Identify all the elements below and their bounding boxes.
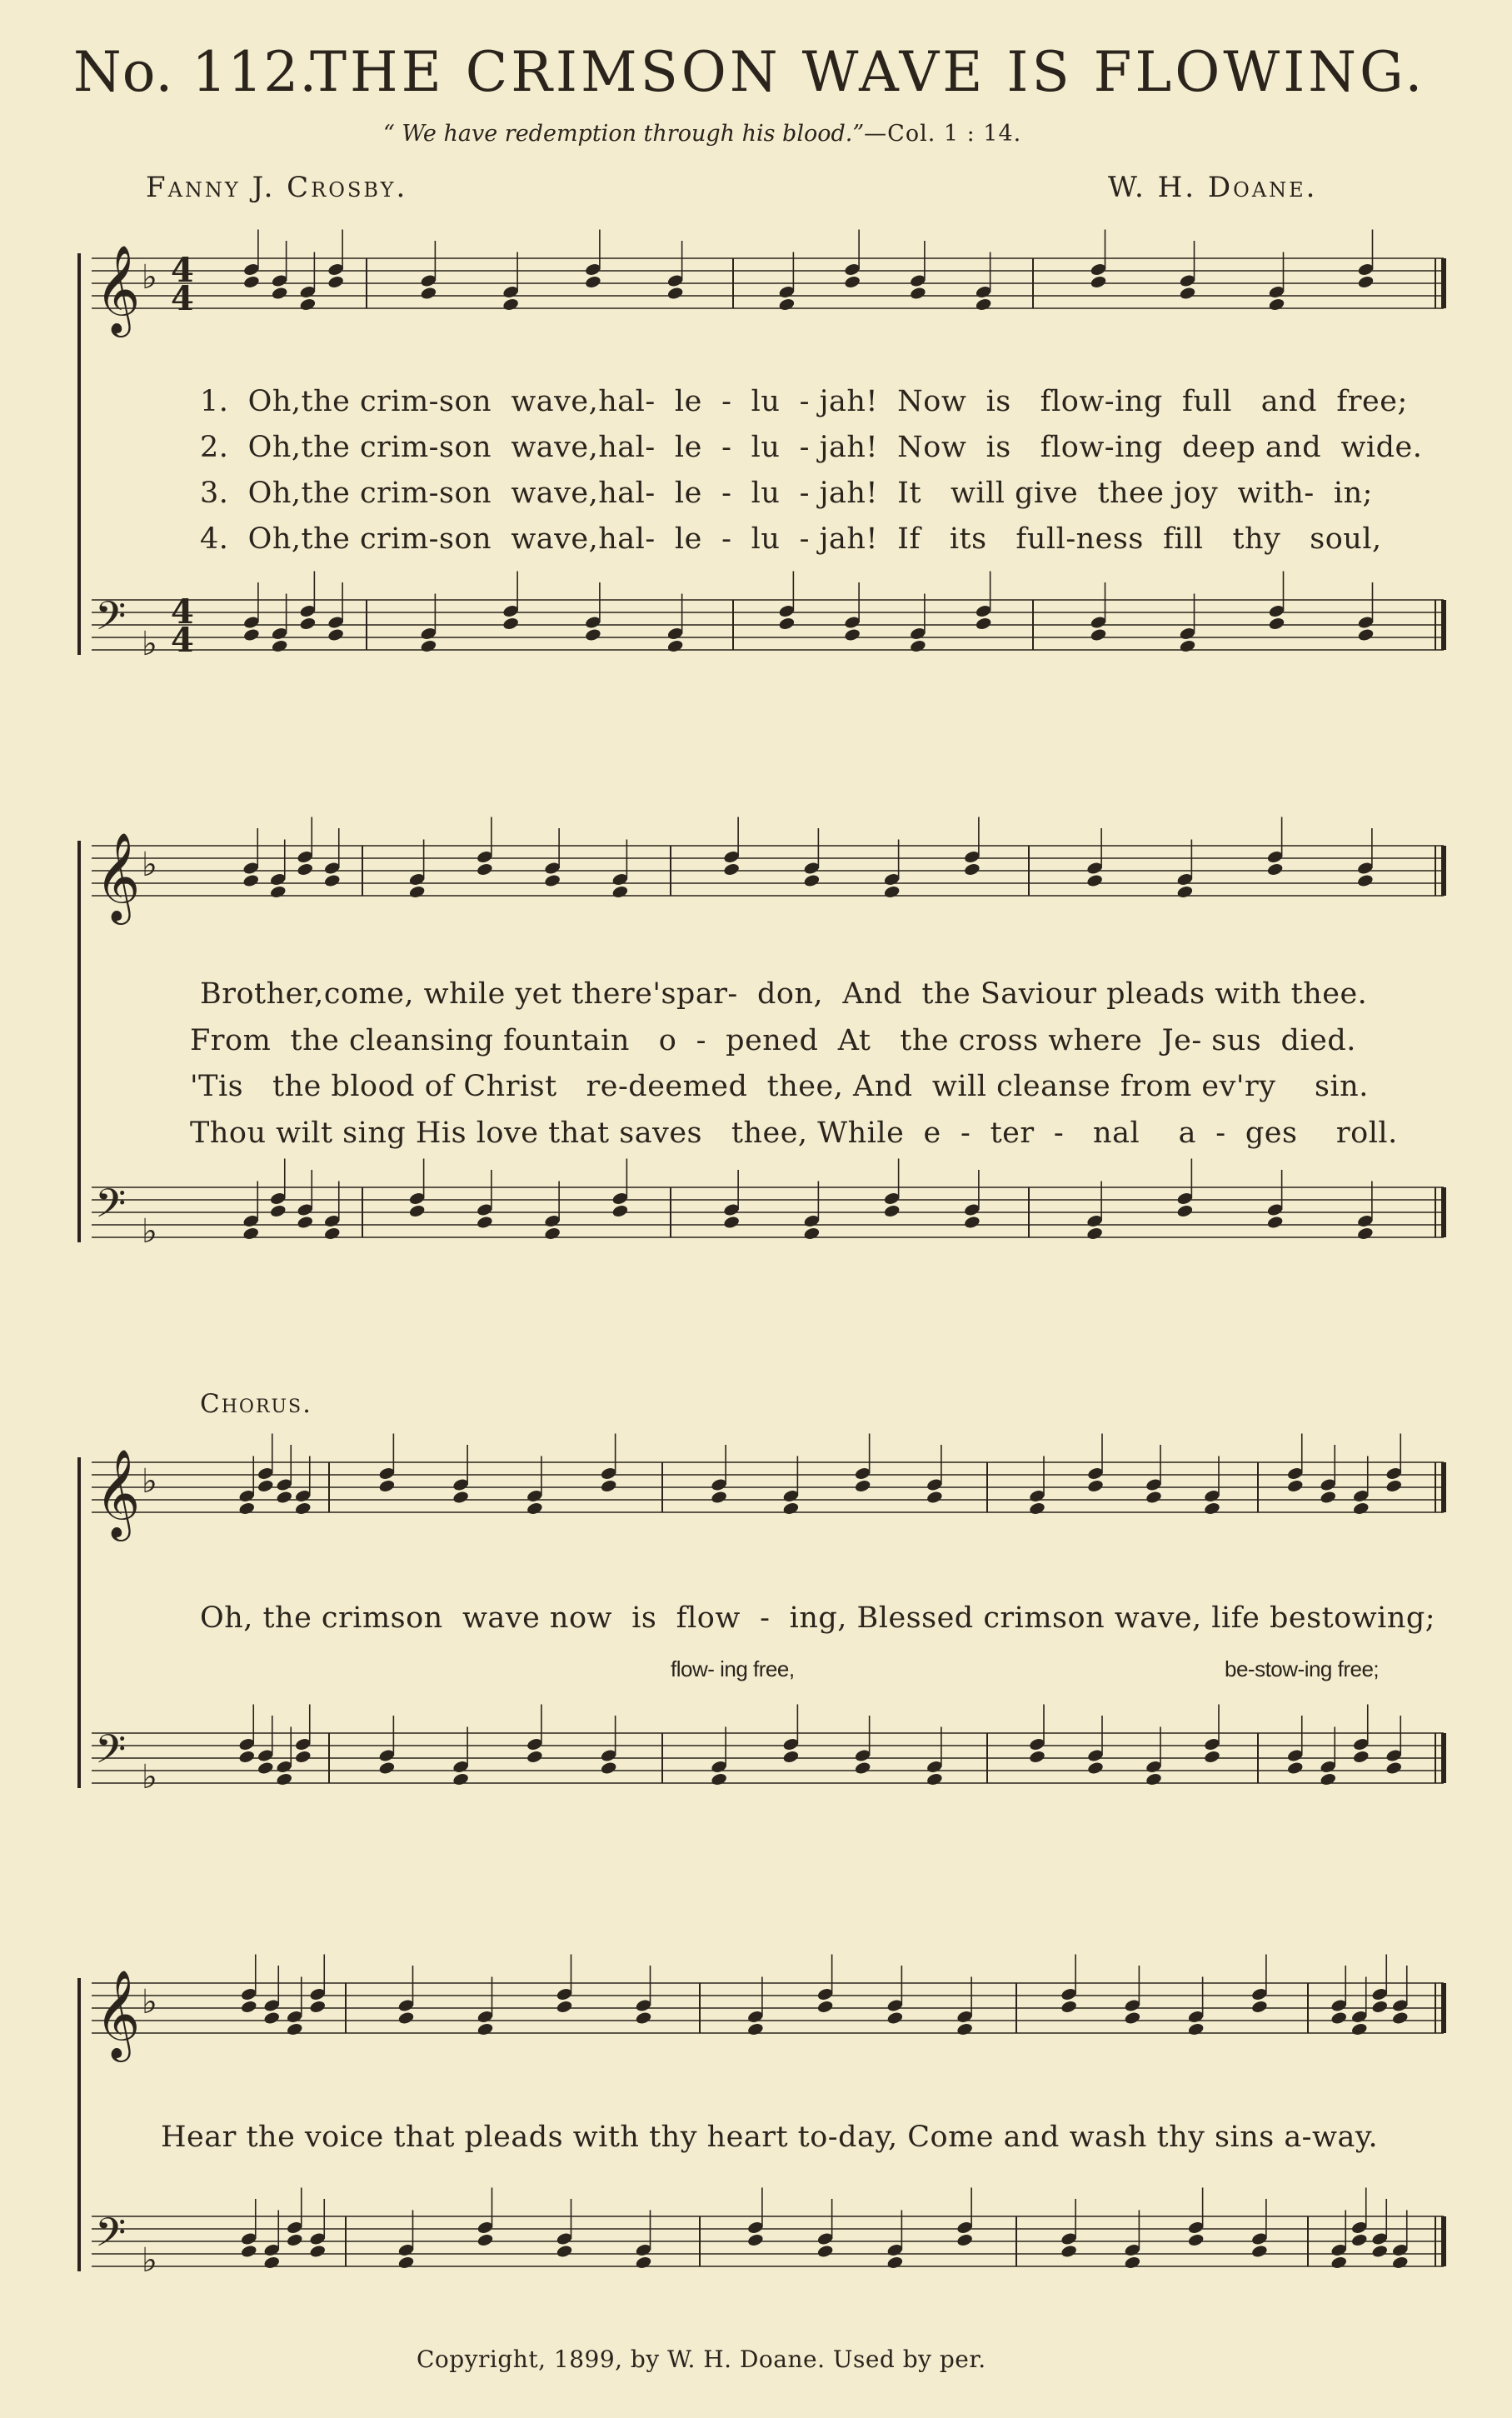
note-head	[1320, 1772, 1337, 1786]
bass-clef-icon: 𝄢	[95, 1726, 127, 1782]
note-head	[746, 2022, 764, 2036]
note-head	[1330, 2256, 1348, 2270]
note-head	[844, 275, 861, 289]
note-head	[238, 1501, 256, 1516]
note-head	[886, 2256, 904, 2270]
verse-3-line-b: 'Tis the blood of Christ re-deemed thee, And will cleanse from ev'ry sin.	[190, 1070, 1369, 1103]
note-head	[1266, 1215, 1284, 1229]
note-head	[723, 862, 741, 877]
time-signature-bottom: 4	[171, 621, 194, 660]
note-head	[1187, 2022, 1205, 2036]
note-head	[452, 1772, 470, 1786]
note-head	[397, 2256, 415, 2270]
chorus-label: Chorus.	[200, 1389, 312, 1419]
note-head	[1086, 1226, 1104, 1241]
note-head	[666, 286, 684, 300]
note-head	[1086, 873, 1104, 887]
note-head	[1371, 2244, 1389, 2258]
note-head	[271, 639, 288, 653]
note-head	[408, 1204, 426, 1218]
bass-clef-icon: 𝄢	[95, 2209, 127, 2266]
note-head	[803, 873, 821, 887]
time-signature-top: 4	[171, 251, 194, 290]
note-head	[1357, 627, 1375, 642]
note-head	[746, 2233, 764, 2247]
hymn-title: THE CRIMSON WAVE IS FLOWING.	[310, 40, 1426, 104]
note-head	[526, 1501, 543, 1516]
note-head	[269, 885, 287, 899]
note-head	[257, 1761, 274, 1775]
note-head	[1350, 2022, 1368, 2036]
note-head	[263, 2256, 281, 2270]
note-head	[1391, 2256, 1409, 2270]
bass-clef-icon: 𝄢	[95, 1180, 127, 1236]
verse-3-line-a: 3. Oh,the crim-son wave,hal- le - lu - jah! It will give thee joy with- in;	[200, 477, 1373, 510]
treble-clef-icon: 𝄞	[95, 244, 141, 333]
note-head	[299, 617, 317, 631]
note-head	[600, 1761, 617, 1775]
note-head	[1371, 2000, 1389, 2014]
note-head	[854, 1479, 871, 1493]
note-head	[1356, 1226, 1374, 1241]
note-head	[242, 1226, 260, 1241]
note-head	[286, 2022, 303, 2036]
chorus-alto-echo-2: be-stow-ing free;	[1225, 1656, 1380, 1681]
note-head	[240, 2000, 257, 2014]
note-head	[556, 2000, 573, 2014]
note-head	[1352, 1501, 1370, 1516]
note-head	[611, 885, 629, 899]
note-head	[1176, 1204, 1194, 1218]
note-head	[323, 1226, 341, 1241]
note-head	[1330, 2011, 1348, 2025]
note-head	[963, 1215, 981, 1229]
note-head	[502, 617, 520, 631]
note-head	[816, 2000, 834, 2014]
note-head	[584, 275, 601, 289]
note-head	[635, 2256, 652, 2270]
flat-sign-icon: ♭	[142, 1758, 157, 1796]
note-head	[378, 1479, 396, 1493]
note-head	[1391, 2011, 1409, 2025]
flat-sign-icon: ♭	[142, 1462, 157, 1501]
note-head	[1320, 1490, 1337, 1504]
time-signature-bottom: 4	[171, 279, 194, 318]
note-head	[854, 1761, 871, 1775]
note-head	[420, 286, 437, 300]
note-head	[544, 873, 561, 887]
lyricist-credit: Fanny J. Crosby.	[146, 171, 408, 204]
flat-sign-icon: ♭	[142, 1983, 157, 2021]
copyright-notice: Copyright, 1899, by W. H. Doane. Used by per.	[417, 2346, 986, 2373]
note-head	[238, 1750, 256, 1764]
note-head	[323, 873, 341, 887]
note-head	[242, 275, 260, 289]
flat-sign-icon: ♭	[142, 625, 157, 663]
note-head	[1352, 1750, 1370, 1764]
note-head	[1086, 1761, 1104, 1775]
note-head	[1145, 1772, 1162, 1786]
note-head	[723, 1215, 741, 1229]
note-head	[1187, 2233, 1205, 2247]
note-head	[1203, 1750, 1220, 1764]
note-head	[611, 1204, 629, 1218]
note-head	[1090, 627, 1107, 642]
note-head	[1250, 2000, 1268, 2014]
note-head	[502, 297, 520, 312]
note-head	[1124, 2011, 1141, 2025]
note-head	[271, 286, 288, 300]
note-head	[1286, 1761, 1304, 1775]
note-head	[1028, 1750, 1045, 1764]
verse-2-line-a: 2. Oh,the crim-son wave,hal- le - lu - jah! Now is flow-ing deep and wide.	[200, 431, 1423, 464]
chorus-line-1: Oh, the crimson wave now is flow - ing, Blessed crimson wave, life bestowing;	[200, 1601, 1436, 1635]
note-head	[276, 1490, 293, 1504]
note-head	[975, 617, 992, 631]
note-head	[476, 1215, 493, 1229]
note-head	[397, 2011, 415, 2025]
note-head	[294, 1501, 312, 1516]
flat-sign-icon: ♭	[142, 1212, 157, 1251]
verse-4-line-b: Thou wilt sing His love that saves thee, While e - ter - nal a - ges roll.	[190, 1117, 1398, 1150]
note-head	[477, 2233, 494, 2247]
note-head	[926, 1772, 943, 1786]
composer-credit: W. H. Doane.	[1108, 171, 1318, 204]
note-head	[600, 1479, 617, 1493]
note-head	[263, 2011, 281, 2025]
note-head	[1086, 1479, 1104, 1493]
note-head	[1176, 885, 1194, 899]
note-head	[926, 1490, 943, 1504]
note-head	[286, 2233, 303, 2247]
note-head	[1060, 2000, 1078, 2014]
note-head	[844, 627, 861, 642]
note-head	[909, 286, 926, 300]
bass-clef-icon: 𝄢	[95, 592, 127, 649]
note-head	[297, 862, 314, 877]
note-head	[476, 862, 493, 877]
note-head	[242, 627, 260, 642]
note-head	[294, 1750, 312, 1764]
note-head	[635, 2011, 652, 2025]
note-head	[309, 2244, 327, 2258]
note-head	[803, 1226, 821, 1241]
treble-clef-icon: 𝄞	[95, 832, 141, 921]
note-head	[886, 2011, 904, 2025]
note-head	[883, 885, 901, 899]
note-head	[1028, 1501, 1045, 1516]
note-head	[1203, 1501, 1220, 1516]
note-head	[276, 1772, 293, 1786]
verse-4-line-a: 4. Oh,the crim-son wave,hal- le - lu - jah! If its full-ness fill thy soul,	[200, 522, 1382, 556]
note-head	[526, 1750, 543, 1764]
flat-sign-icon: ♭	[142, 846, 157, 884]
verse-1-line-b: Brother,come, while yet there'spar- don, And the Saviour pleads with thee.	[200, 977, 1368, 1011]
note-head	[327, 275, 345, 289]
note-head	[1268, 617, 1285, 631]
note-head	[1179, 639, 1196, 653]
epigraph-quote: “ We have redemption through his blood.”	[383, 121, 865, 147]
note-head	[1286, 1479, 1304, 1493]
treble-clef-icon: 𝄞	[95, 1969, 141, 2058]
note-head	[956, 2233, 974, 2247]
chorus-line-2: Hear the voice that pleads with thy heart to-day, Come and wash thy sins a-way.	[161, 2121, 1379, 2154]
note-head	[297, 1215, 314, 1229]
note-head	[1124, 2256, 1141, 2270]
verse-1-line-a: 1. Oh,the crim-son wave,hal- le - lu - jah! Now is flow-ing full and free;	[200, 385, 1408, 418]
treble-clef-icon: 𝄞	[95, 1448, 141, 1537]
note-head	[778, 617, 796, 631]
note-head	[269, 1204, 287, 1218]
note-head	[883, 1204, 901, 1218]
chorus-alto-echo-1: flow- ing free,	[671, 1656, 795, 1681]
note-head	[257, 1479, 274, 1493]
note-head	[909, 639, 926, 653]
note-head	[956, 2022, 974, 2036]
note-head	[242, 873, 260, 887]
note-head	[420, 639, 437, 653]
note-head	[584, 627, 601, 642]
note-head	[1357, 275, 1375, 289]
note-head	[782, 1750, 800, 1764]
note-head	[1385, 1761, 1403, 1775]
note-head	[477, 2022, 494, 2036]
time-signature-top: 4	[171, 592, 194, 632]
epigraph-reference: —Col. 1 : 14.	[864, 121, 1022, 147]
flat-sign-icon: ♭	[142, 258, 157, 297]
note-head	[711, 1772, 728, 1786]
note-head	[1179, 286, 1196, 300]
note-head	[975, 297, 992, 312]
note-head	[666, 639, 684, 653]
note-head	[408, 885, 426, 899]
verse-2-line-b: From the cleansing fountain o - pened At the cross where Je- sus died.	[190, 1024, 1356, 1057]
note-head	[309, 2000, 327, 2014]
note-head	[711, 1490, 728, 1504]
note-head	[452, 1490, 470, 1504]
note-head	[816, 2244, 834, 2258]
note-head	[778, 297, 796, 312]
note-head	[1268, 297, 1285, 312]
note-head	[378, 1761, 396, 1775]
note-head	[1250, 2244, 1268, 2258]
note-head	[1350, 2233, 1368, 2247]
hymn-number: No. 112.	[73, 40, 318, 104]
note-head	[544, 1226, 561, 1241]
flat-sign-icon: ♭	[142, 2241, 157, 2280]
note-head	[1356, 873, 1374, 887]
note-head	[782, 1501, 800, 1516]
note-head	[1060, 2244, 1078, 2258]
note-head	[1385, 1479, 1403, 1493]
note-head	[556, 2244, 573, 2258]
note-head	[1090, 275, 1107, 289]
note-head	[1266, 862, 1284, 877]
note-head	[299, 297, 317, 312]
note-head	[240, 2244, 257, 2258]
note-head	[1145, 1490, 1162, 1504]
note-head	[327, 627, 345, 642]
note-head	[963, 862, 981, 877]
